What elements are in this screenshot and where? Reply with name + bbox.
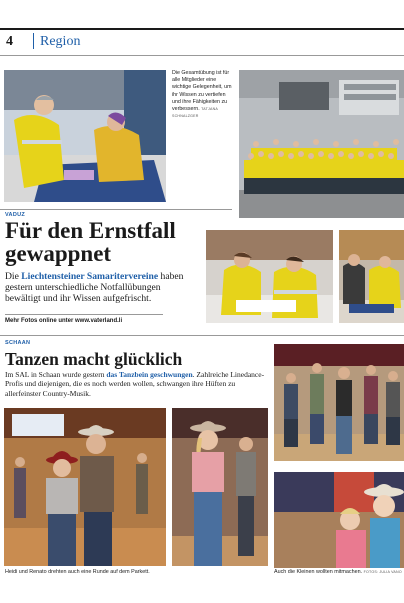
photo-heidi-and-renato [4, 408, 166, 566]
photo-group-of-samaritans [239, 70, 404, 218]
photo-line-dancers [274, 344, 404, 461]
article2-headline: Tanzen macht glücklich [5, 349, 183, 369]
photo-first-aid-helpers [4, 70, 166, 202]
top-photo-credit: TATJANA SCHNALZGER [172, 107, 218, 119]
caption-children: Auch die Kleinen wollten mitmachen. FOTOS: JULIA VANO [274, 569, 402, 575]
article2-lead-highlight[interactable]: das Tanzbein geschwungen [106, 370, 193, 379]
article1-lead-highlight[interactable]: Liechtensteiner Samaritervereine [21, 271, 159, 282]
top-photo-caption: Die Gesamtübung ist für alle Mitglieder eine wichtige Gelegenheit, um ihr Wissen zu vertiefen und ihre Fähigkeiten zu verbessern. TATJANA SCHNALZGER [172, 70, 232, 119]
more-photos-link[interactable]: Mehr Fotos online unter www.vaterland.li [5, 318, 123, 324]
photo-dancer-with-hat [172, 408, 268, 566]
header-separator [33, 33, 34, 49]
page-number: 4 [6, 34, 13, 49]
article2-top-rule [0, 335, 404, 336]
bottom-photo-credit: FOTOS: JULIA VANO [363, 570, 402, 574]
article2-kicker: SCHAAN [5, 340, 31, 346]
section-title: Region [40, 34, 81, 49]
article1-top-rule [0, 209, 232, 210]
article2-lead: Im SAL in Schaan wurde gestern das Tanzbein geschwungen. Zahlreiche Linedance-Profis und diejenigen, die es noch werden wollen, schwangen ihre Hüften zu allerfeinster Country-Musik. [5, 370, 265, 398]
more-photos-rule [5, 314, 163, 315]
photo-children-dancing [274, 472, 404, 568]
photo-patient-care [339, 230, 404, 323]
header-bottom-rule [0, 55, 404, 56]
photo-training-exercise [206, 230, 333, 323]
caption-heidi-renato: Heidi und Renato drehten auch eine Runde auf dem Parkett. [5, 569, 150, 575]
article1-headline: Für den Ernstfall gewappnet [5, 218, 176, 266]
article1-kicker: VADUZ [5, 212, 26, 218]
header-top-rule [0, 28, 404, 30]
article1-lead: Die Liechtensteiner Samaritervereine haben gestern unterschiedliche Notfallübungen bewältigt und ihr Wissen aufgefrischt. [5, 271, 184, 304]
